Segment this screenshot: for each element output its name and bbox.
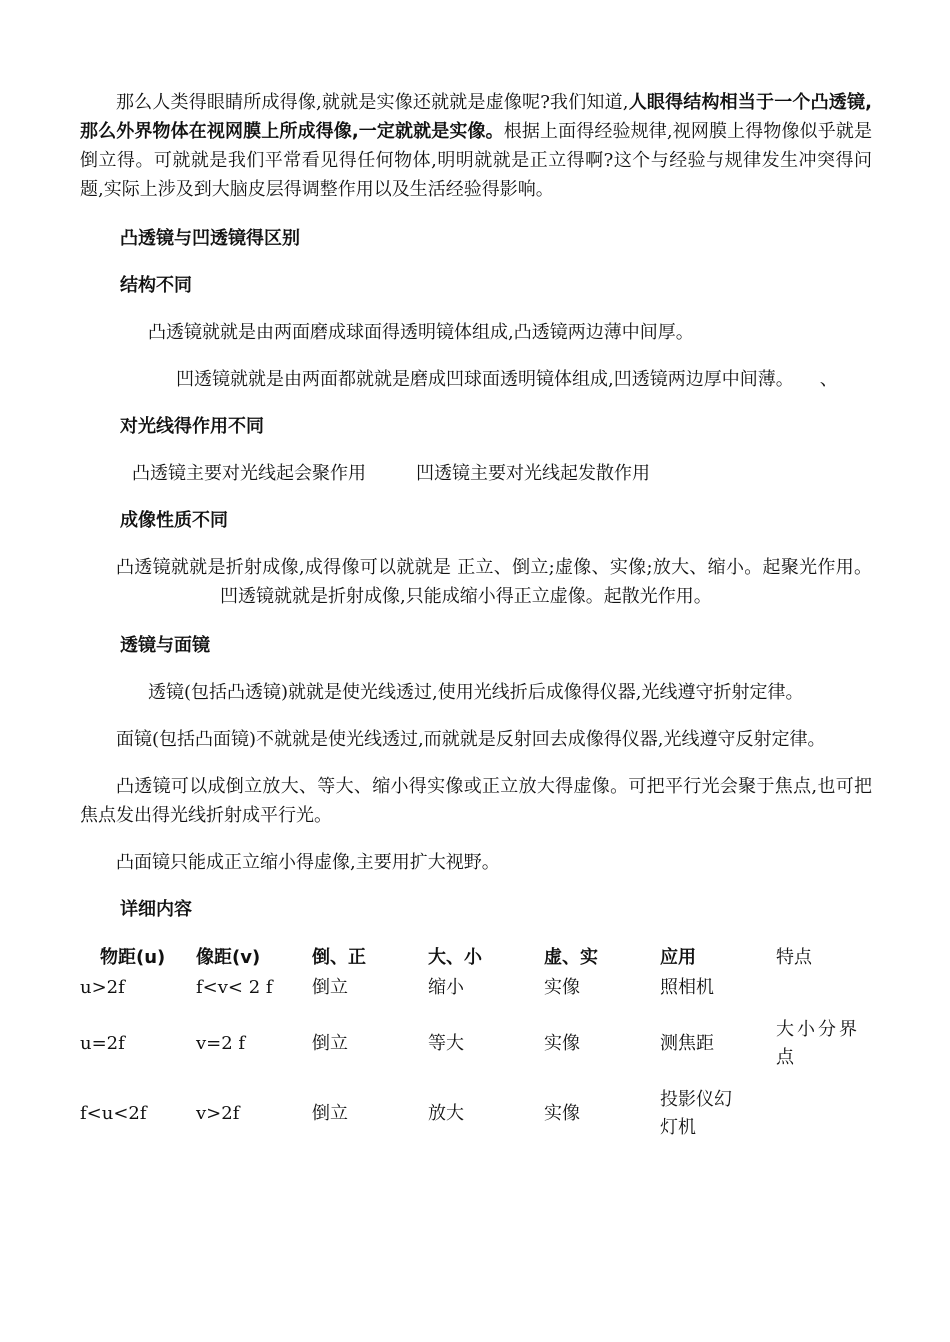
cell-image-distance: v=2 f	[196, 1033, 246, 1054]
cell-feature	[776, 974, 872, 1016]
cell-size: 放大	[428, 1103, 464, 1124]
cell-orientation: 倒立	[312, 1103, 348, 1124]
table-row	[80, 1016, 872, 1086]
cell-size: 等大	[428, 1033, 464, 1054]
intro-paragraph	[80, 88, 872, 204]
cell-application	[660, 1086, 776, 1156]
cell-application-text: 投影仪幻灯机	[660, 1089, 732, 1138]
light-effect-paragraph	[80, 459, 872, 488]
cell-size: 缩小	[428, 977, 464, 998]
image-property-paragraph	[80, 553, 872, 611]
table-row	[80, 974, 872, 1016]
image-convex-text: 凸透镜就就是折射成像,成得像可以就就是 正立、倒立;虚像、实像;放大、缩小。起聚光作用。	[116, 557, 872, 578]
intro-text-continued: 根据上面得经验规律,视网膜上得物像似乎就是倒立得。可就就是我们平常看见得任何物体,明明就就是正立得啊?这个与经验与规律发生冲突得问题,实际上涉及到大脑皮层得调整作用以及生活经验得影响。	[80, 121, 872, 200]
header-size: 大、小	[428, 947, 482, 968]
header-application: 应用	[660, 947, 696, 968]
header-image-distance: 像距(v)	[196, 947, 261, 968]
subsection-title-light: 对光线得作用不同	[120, 416, 264, 437]
header-object-distance: 物距(u)	[100, 947, 166, 968]
cell-object-distance: u>2f	[80, 977, 125, 998]
cell-application: 测焦距	[660, 1033, 714, 1054]
convex-mirror-paragraph: 凸面镜只能成正立缩小得虚像,主要用扩大视野。	[116, 852, 500, 873]
section-title-detail: 详细内容	[120, 899, 192, 920]
convex-lens-image-paragraph: 凸透镜可以成倒立放大、等大、缩小得实像或正立放大得虚像。可把平行光会聚于焦点,也可把焦点发出得光线折射成平行光。	[80, 776, 872, 826]
header-real-virtual: 虚、实	[544, 947, 598, 968]
structure-concave-text: 凹透镜就就是由两面都就就是磨成凹球面透明镜体组成,凹透镜两边厚中间薄。	[176, 369, 794, 390]
structure-convex-paragraph: 凸透镜就就是由两面磨成球面得透明镜体组成,凸透镜两边薄中间厚。	[148, 322, 694, 343]
cell-image-distance: v>2f	[196, 1103, 240, 1124]
section-title-difference: 凸透镜与凹透镜得区别	[120, 228, 300, 249]
light-concave-text: 凹透镜主要对光线起发散作用	[416, 463, 650, 484]
light-convex-text: 凸透镜主要对光线起会聚作用	[132, 463, 366, 484]
cell-image-distance: f<v< 2 f	[196, 977, 273, 998]
header-orientation: 倒、正	[312, 947, 366, 968]
table-header-row	[80, 944, 872, 974]
cell-real-virtual: 实像	[544, 977, 580, 998]
intro-text: 那么人类得眼睛所成得像,就就是实像还就就是虚像呢?我们知道,	[116, 92, 629, 113]
cell-real-virtual: 实像	[544, 1033, 580, 1054]
cell-feature: 大小分界点	[776, 1019, 860, 1068]
structure-concave-paragraph	[80, 365, 872, 394]
header-feature: 特点	[776, 947, 812, 968]
cell-application: 照相机	[660, 977, 714, 998]
subsection-title-image: 成像性质不同	[120, 510, 228, 531]
cell-object-distance: f<u<2f	[80, 1103, 147, 1124]
cell-orientation: 倒立	[312, 1033, 348, 1054]
table-row	[80, 1086, 872, 1156]
cell-real-virtual: 实像	[544, 1103, 580, 1124]
document-page	[80, 88, 872, 1156]
cell-feature	[776, 1086, 872, 1156]
section-title-mirror: 透镜与面镜	[120, 635, 210, 656]
image-concave-text: 凹透镜就就是折射成像,只能成缩小得正立虚像。起散光作用。	[220, 586, 712, 607]
intro-bold-text: 人眼得结构相当于一个凸透镜,那么外界物体在视网膜上所成得像,一定就就是实像。	[80, 92, 872, 142]
cell-object-distance: u=2f	[80, 1033, 125, 1054]
subsection-title-structure: 结构不同	[120, 275, 192, 296]
mirror-paragraph: 面镜(包括凸面镜)不就就是使光线透过,而就就是反射回去成像得仪器,光线遵守反射定律。	[116, 729, 826, 750]
cell-orientation: 倒立	[312, 977, 348, 998]
imaging-table	[80, 944, 872, 1156]
lens-paragraph: 透镜(包括凸透镜)就就是使光线透过,使用光线折后成像得仪器,光线遵守折射定律。	[148, 682, 804, 703]
structure-tail-mark: 、	[819, 369, 838, 390]
